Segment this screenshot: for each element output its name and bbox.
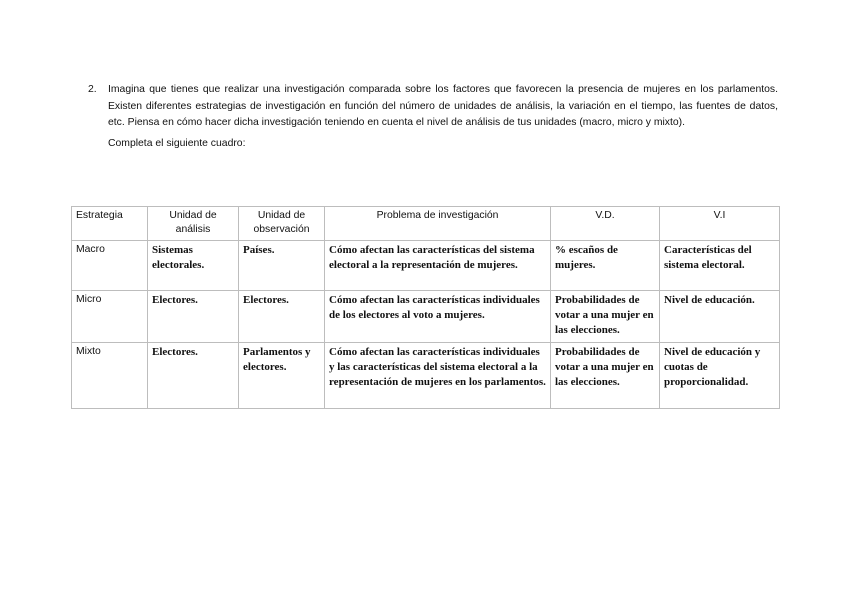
cell-problema: Cómo afectan las características del sistema electoral a la representación de mujeres. xyxy=(325,241,551,291)
cell-unidad-observacion: Electores. xyxy=(239,291,325,343)
cell-unidad-analisis: Sistemas electorales. xyxy=(148,241,239,291)
strategy-table xyxy=(71,206,780,409)
cell-vi: Nivel de educación y cuotas de proporcionalidad. xyxy=(660,343,780,409)
question-number: 2. xyxy=(88,84,97,95)
cell-unidad-observacion: Parlamentos y electores. xyxy=(239,343,325,409)
header-vi: V.I xyxy=(660,207,780,241)
cell-vd: Probabilidades de votar a una mujer en las elecciones. xyxy=(551,291,660,343)
cell-estrategia: Micro xyxy=(72,291,148,343)
table-row-micro xyxy=(72,291,780,343)
cell-unidad-analisis: Electores. xyxy=(148,291,239,343)
header-vd: V.D. xyxy=(551,207,660,241)
cell-problema: Cómo afectan las características individuales y las características del sistema electoral a la representación de mujeres en los parlamentos. xyxy=(325,343,551,409)
cell-unidad-observacion: Países. xyxy=(239,241,325,291)
header-unidad-analisis: Unidad de análisis xyxy=(148,207,239,241)
cell-estrategia: Macro xyxy=(72,241,148,291)
question-text: Imagina que tienes que realizar una investigación comparada sobre los factores que favorecen la presencia de mujeres en los parlamentos. Existen diferentes estrategias de investigación en función del número de unidades de análisis, la variación en el tiempo, las fuentes de datos, etc. Piensa en cómo hacer dicha investigación teniendo en cuenta el nivel de análisis de tus unidades (macro, micro y mixto). xyxy=(108,84,778,129)
cell-problema: Cómo afectan las características individuales de los electores al voto a mujeres. xyxy=(325,291,551,343)
table-row-mixto xyxy=(72,343,780,409)
header-unidad-observacion: Unidad de observación xyxy=(239,207,325,241)
cell-unidad-analisis: Electores. xyxy=(148,343,239,409)
cell-vd: % escaños de mujeres. xyxy=(551,241,660,291)
cell-estrategia: Mixto xyxy=(72,343,148,409)
table-header-row xyxy=(72,207,780,241)
question-instruction: Completa el siguiente cuadro: xyxy=(108,137,246,149)
cell-vd: Probabilidades de votar a una mujer en las elecciones. xyxy=(551,343,660,409)
table-row-macro xyxy=(72,241,780,291)
cell-vi: Características del sistema electoral. xyxy=(660,241,780,291)
cell-vi: Nivel de educación. xyxy=(660,291,780,343)
header-estrategia: Estrategia xyxy=(72,207,148,241)
header-problema: Problema de investigación xyxy=(325,207,551,241)
question-block xyxy=(88,82,778,152)
